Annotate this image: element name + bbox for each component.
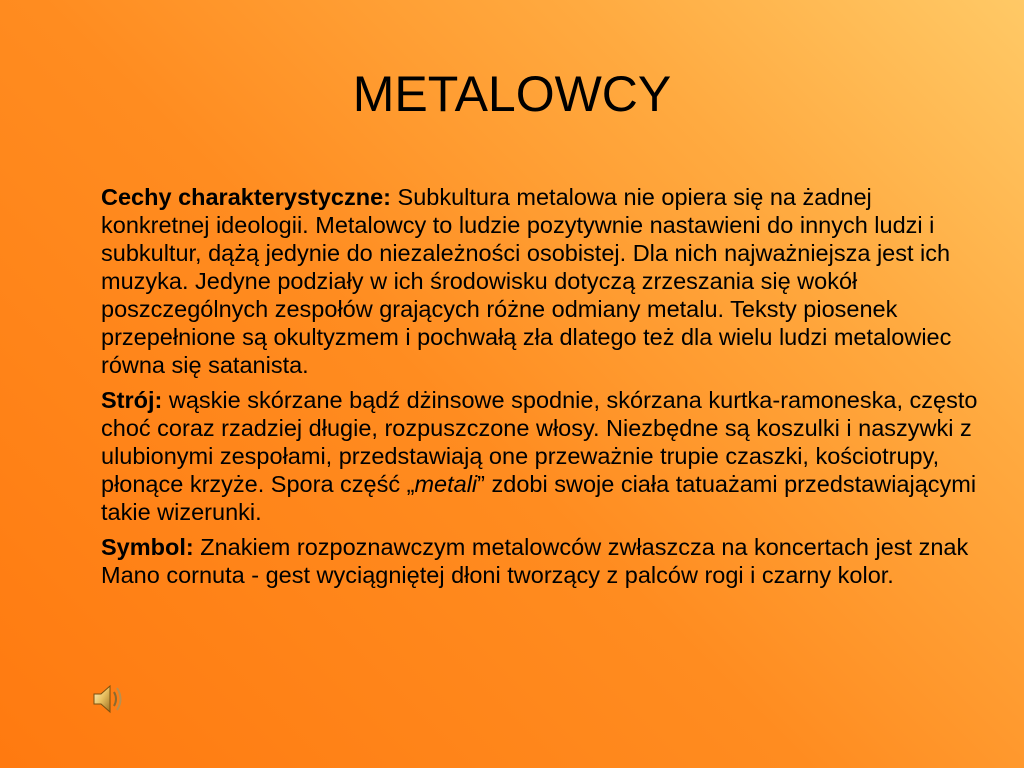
paragraph-symbol-text: Znakiem rozpoznawczym metalowców zwłaszcza na koncertach jest znak Mano cornuta - gest wyciągniętej dłoni tworzący z palców rogi i czarny kolor.: [101, 534, 969, 588]
paragraph-outfit-label: Strój:: [101, 387, 163, 413]
paragraph-features-label: Cechy charakterystyczne:: [101, 184, 391, 210]
paragraph-outfit-italic: metali: [414, 471, 478, 497]
paragraph-symbol: [101, 533, 981, 589]
paragraph-outfit-text-end: ” zdobi swoje ciała tatuażami przedstawiającymi takie wizerunki.: [101, 471, 977, 525]
paragraph-symbol-label: Symbol:: [101, 534, 194, 560]
paragraph-outfit: [101, 386, 981, 526]
slide-content: [101, 183, 981, 596]
paragraph-features-text: Subkultura metalowa nie opiera się na żadnej konkretnej ideologii. Metalowcy to ludzie pozytywnie nastawieni do innych ludzi i subkultur, dążą jedynie do niezależności osobistej. Dla nich najważniejsza jest ich muzyka. Jedyne podziały w ich środowisku dotyczą zrzeszania się wokół poszczególnych zespołów grających różne odmiany metalu. Teksty piosenek przepełnione są okultyzmem i pochwałą zła dlatego też dla wielu ludzi metalowiec równa się satanista.: [101, 184, 952, 378]
speaker-icon[interactable]: [90, 682, 126, 716]
paragraph-outfit-text: wąskie skórzane bądź dżinsowe spodnie, skórzana kurtka-ramoneska, często choć coraz rzadziej długie, rozpuszczone włosy. Niezbędne są koszulki i naszywki z ulubionymi zespołami, przedstawiają one przeważnie trupie czaszki, kościotrupy, płonące krzyże. Spora część „: [101, 387, 978, 497]
slide-title: METALOWCY: [352, 66, 672, 122]
paragraph-features: [101, 183, 981, 379]
